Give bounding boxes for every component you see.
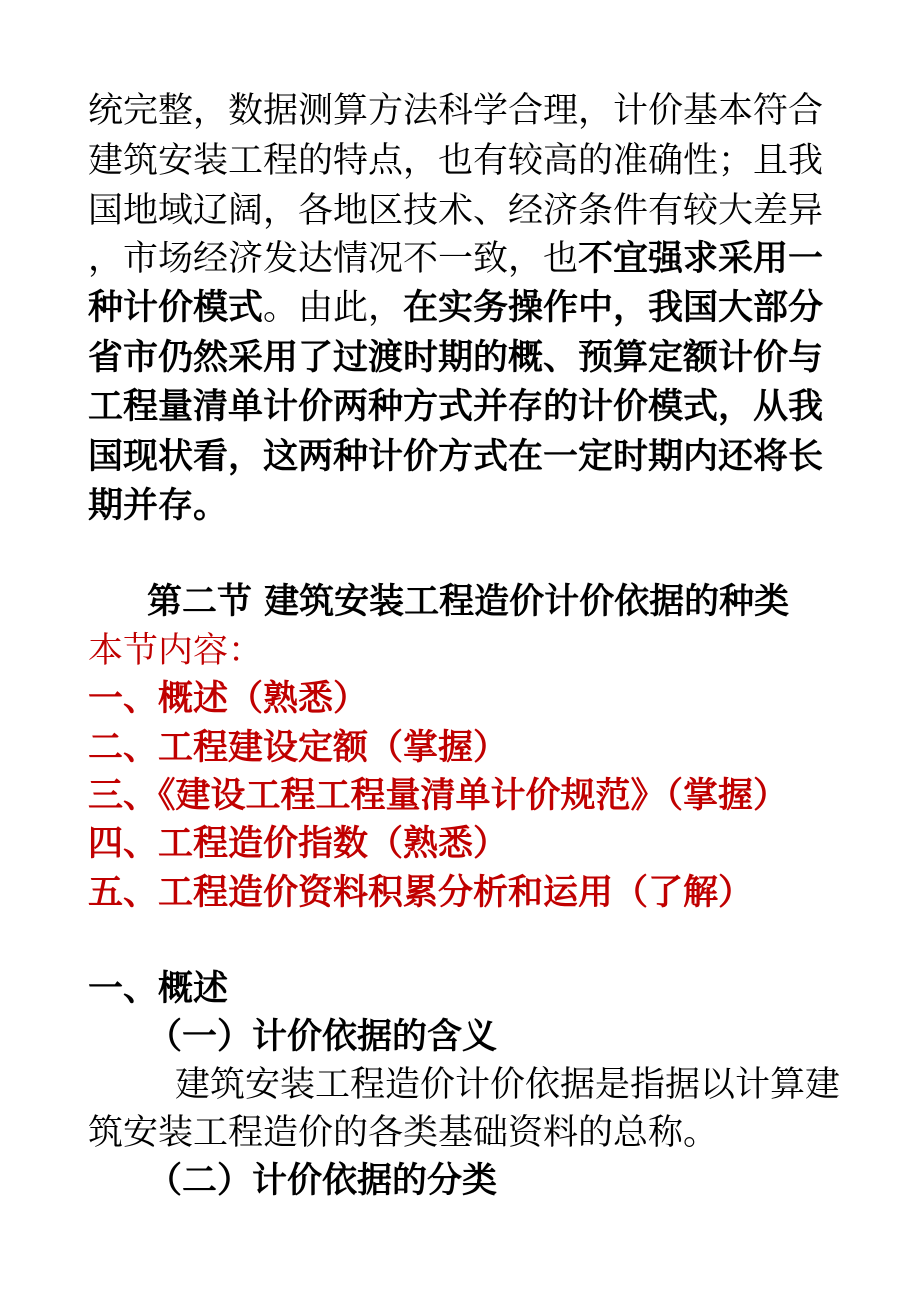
paragraph-line-6: 省市仍然采用了过渡时期的概、预算定额计价与 xyxy=(88,337,824,378)
paragraph-line-4-bold: 不宜强求采用一 xyxy=(578,238,824,279)
paragraph-line-5-normal: 。由此， xyxy=(263,288,404,328)
paragraph-line-4 xyxy=(88,235,823,283)
section-item-2: 二、工程建设定额（掌握） xyxy=(88,727,509,768)
paragraph-line-5-bold: 种计价模式 xyxy=(88,287,264,328)
paragraph-line-4-normal: ，市场经济发达情况不一致，也 xyxy=(88,239,579,279)
paragraph-line-7: 工程量清单计价两种方式并存的计价模式，从我 xyxy=(88,386,824,427)
paragraph-line-3: 国地域辽阔，各地区技术、经济条件有较大差异 xyxy=(88,191,824,231)
paragraph-line-9: 期并存。 xyxy=(88,485,229,526)
section-item-1: 一、概述（熟悉） xyxy=(88,678,369,719)
overview-sub1-heading: （一）计价依据的含义 xyxy=(147,1016,498,1057)
paragraph-line-8: 国现状看，这两种计价方式在一定时期内还将长 xyxy=(88,436,824,477)
paragraph-line-5-bold-2: 在实务操作中，我国大部分 xyxy=(403,287,824,328)
overview-heading: 一、概述 xyxy=(88,968,229,1009)
paragraph-line-1: 统完整，数据测算方法科学合理，计价基本符合 xyxy=(88,91,824,131)
section-title: 第二节 建筑安装工程造价计价依据的种类 xyxy=(147,581,790,622)
overview-sub1-text-line-1: 建筑安装工程造价计价依据是指据以计算建 xyxy=(175,1065,841,1105)
section-item-4: 四、工程造价指数（熟悉） xyxy=(88,823,509,864)
section-item-5: 五、工程造价资料积累分析和运用（了解） xyxy=(88,872,754,913)
overview-sub2-heading: （二）计价依据的分类 xyxy=(147,1160,498,1201)
paragraph-line-2: 建筑安装工程的特点，也有较高的准确性；且我 xyxy=(88,141,824,181)
section-item-3: 三、《建设工程工程量清单计价规范》（掌握） xyxy=(88,775,789,816)
paragraph-line-5 xyxy=(88,284,823,332)
section-contents-label: 本节内容： xyxy=(88,631,264,671)
overview-sub1-text-line-2: 筑安装工程造价的各类基础资料的总称。 xyxy=(88,1113,719,1153)
